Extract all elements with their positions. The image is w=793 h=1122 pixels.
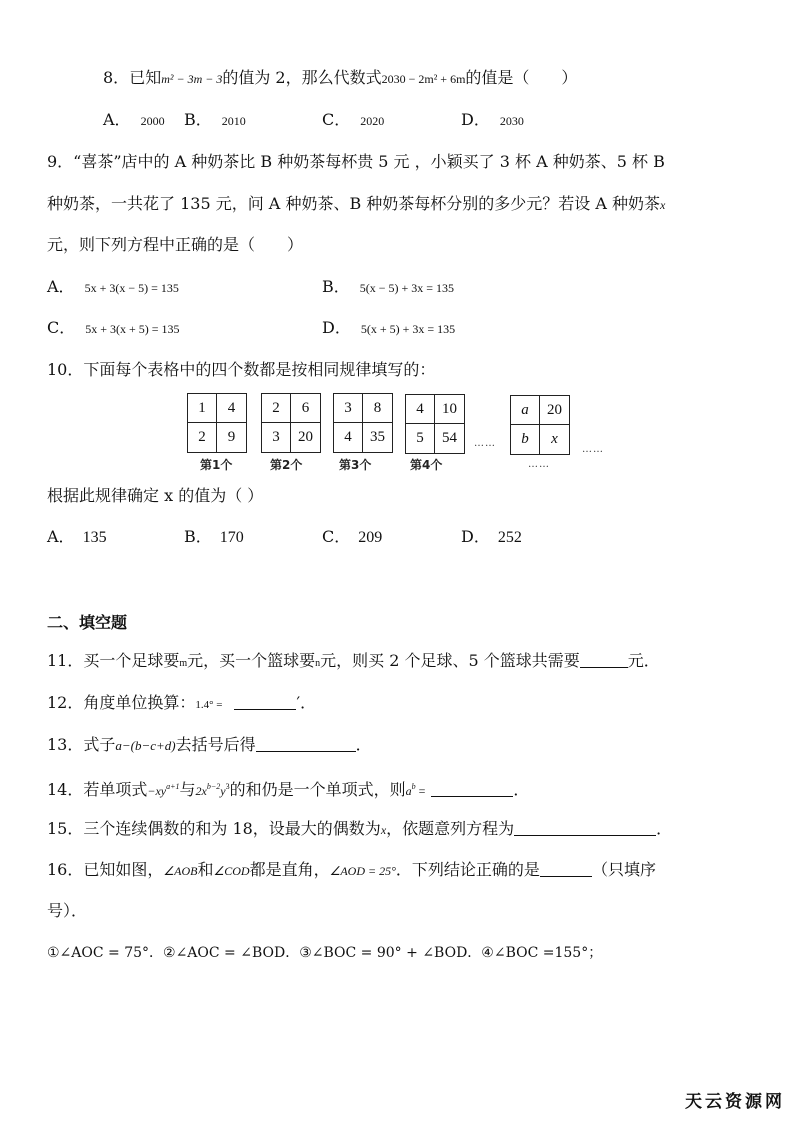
question-15 (47, 819, 672, 840)
math-expression: = (415, 784, 426, 798)
number-grid-3 (333, 393, 393, 453)
question-text: 都是直角， (249, 860, 330, 879)
grid-cell: x (551, 431, 558, 447)
math-expression: a (405, 784, 412, 798)
grid-cell: 2 (262, 394, 291, 423)
question-text: 与 (179, 780, 196, 799)
option-d[interactable] (461, 527, 522, 548)
option-label: B． (322, 277, 350, 296)
option-label: A． (47, 527, 75, 546)
answer-blank[interactable] (514, 819, 656, 836)
ellipsis: …… (474, 438, 496, 449)
grid-cell: 4 (217, 394, 246, 423)
watermark-logo: 天云资源网 (685, 1092, 785, 1112)
question-16-line-2: 号）． (47, 901, 88, 920)
math-exponent: a+1 (166, 782, 180, 791)
number-grid-4 (405, 394, 465, 454)
question-16-conclusions: ①∠AOC = 75°．②∠AOC = ∠BOD．③∠BOC = 90° + ∠BOD．④∠BOC =155°； (47, 945, 603, 961)
grid-label: 第2个 (270, 458, 303, 472)
grid-cell: 4 (406, 395, 435, 424)
question-text: ′． (296, 693, 317, 712)
option-label: D． (322, 318, 351, 337)
option-label: D． (461, 527, 490, 546)
grid-cell: 8 (363, 394, 392, 423)
ellipsis: …… (582, 444, 604, 455)
math-variable: x (660, 198, 666, 212)
question-12 (47, 693, 316, 715)
grid-cell: 4 (334, 423, 363, 452)
option-label: B． (184, 110, 212, 129)
option-label: D． (461, 110, 490, 129)
option-c[interactable] (322, 527, 382, 548)
option-value: 5x + 3(x + 5) = 135 (85, 322, 180, 336)
number-grid-n (510, 395, 570, 455)
math-exponent: b−2 (206, 782, 221, 791)
answer-blank[interactable] (540, 860, 592, 877)
option-label: A． (47, 277, 75, 296)
option-value: 5(x − 5) + 3x = 135 (359, 281, 455, 295)
grid-cell: 3 (262, 423, 291, 452)
number-grid-1 (187, 393, 247, 453)
question-text: 的值是（ ） (465, 68, 578, 87)
option-value: 252 (497, 529, 522, 546)
option-label: C． (322, 527, 351, 546)
question-text: ．下列结论正确的是 (395, 860, 540, 879)
question-text: 15．三个连续偶数的和为 18，设最大的偶数为 (47, 819, 381, 838)
math-expression: 1.4° = (195, 699, 223, 711)
grid-cell: 20 (540, 396, 569, 425)
option-b[interactable] (184, 527, 244, 548)
option-b[interactable] (184, 110, 246, 131)
question-text: 11．买一个足球要 (47, 651, 180, 670)
option-value: 5(x + 5) + 3x = 135 (360, 322, 456, 336)
question-text: 16．已知如图， (47, 860, 164, 879)
option-value: 2030 (499, 114, 524, 128)
question-9-line-1: 9．“喜茶”店中的 A 种奶茶比 B 种奶茶每杯贵 5 元 ，小颖买了 3 杯 A 种奶茶、5 杯 B (47, 152, 665, 171)
question-text: 元，买一个篮球要 (187, 651, 316, 670)
option-label: A． (103, 110, 131, 129)
question-number: 8． (103, 68, 130, 87)
option-label: C． (322, 110, 351, 129)
option-value: 2000 (140, 114, 165, 128)
option-label: C． (47, 318, 76, 337)
question-text: （只填序 (591, 860, 656, 879)
question-9-line-2 (47, 194, 665, 215)
question-text: ，依题意列方程为 (386, 819, 515, 838)
grid-cell: 9 (227, 429, 236, 445)
question-text: 去括号后得 (175, 735, 256, 754)
grid-label: …… (528, 459, 550, 470)
question-text: 和 (197, 860, 214, 879)
question-text: 已知 (129, 68, 162, 87)
grid-cell: 54 (442, 430, 457, 446)
option-a[interactable] (103, 110, 165, 131)
grid-cell: 5 (406, 424, 435, 453)
question-text: 的值为 2，那么代数式 (222, 68, 382, 87)
question-text: 14．若单项式 (47, 780, 148, 799)
grid-cell: 1 (188, 394, 217, 423)
question-13 (47, 735, 372, 756)
math-expression: ∠AOD = 25° (329, 864, 396, 878)
question-16 (47, 860, 656, 881)
grid-cell: 6 (291, 394, 320, 423)
question-9-line-3: 元，则下列方程中正确的是（ ） (47, 235, 304, 254)
option-value: 5x + 3(x − 5) = 135 (84, 281, 179, 295)
question-text: 13．式子 (47, 735, 116, 754)
grid-cell: 10 (435, 395, 464, 424)
math-expression: m² − 3m − 3 (161, 72, 223, 86)
grid-cell: 2 (188, 423, 217, 452)
grid-label: 第3个 (339, 458, 372, 472)
option-label: B． (184, 527, 212, 546)
option-value: 2010 (221, 114, 246, 128)
question-10: 10．下面每个表格中的四个数都是按相同规律填写的： (47, 360, 436, 379)
math-expression: −xy (147, 784, 167, 798)
question-11 (47, 651, 660, 674)
math-expression: a−(b−c+d) (115, 738, 176, 753)
option-value: 170 (219, 529, 244, 546)
question-text: ． (513, 780, 530, 799)
question-8 (103, 68, 577, 89)
option-d[interactable] (461, 110, 524, 131)
answer-blank[interactable] (580, 651, 628, 668)
math-variable: x (380, 823, 387, 837)
math-exponent: 3 (225, 782, 230, 791)
section-heading: 二、填空题 (47, 613, 128, 632)
number-grid-2 (261, 393, 321, 453)
answer-blank[interactable] (256, 735, 356, 752)
grid-cell: 3 (334, 394, 363, 423)
option-a[interactable] (47, 527, 107, 548)
math-expression: 2x (195, 784, 207, 798)
option-value: 2020 (360, 114, 385, 128)
question-text: ． (656, 819, 673, 838)
grid-label: 第4个 (410, 458, 443, 472)
option-a[interactable] (47, 277, 179, 298)
question-text: 的和仍是一个单项式，则 (229, 780, 406, 799)
grid-cell: b (511, 425, 540, 454)
math-exponent: b (411, 782, 416, 791)
grid-label: 第1个 (200, 458, 233, 472)
option-c[interactable] (47, 318, 180, 339)
question-text: 元，则买 2 个足球、5 个篮球共需要 (320, 651, 580, 670)
option-d[interactable] (322, 318, 455, 339)
question-text: 12．角度单位换算： (47, 693, 196, 712)
question-text: 元． (627, 651, 660, 670)
option-c[interactable] (322, 110, 384, 131)
math-expression: ∠COD (213, 864, 250, 878)
option-value: 209 (358, 529, 383, 546)
math-expression: y (220, 784, 226, 798)
answer-blank[interactable] (234, 693, 296, 710)
grid-cell: 35 (370, 429, 385, 445)
grid-cell: a (511, 396, 540, 425)
option-value: 135 (82, 529, 107, 546)
grid-cell: 20 (298, 429, 313, 445)
question-14 (47, 777, 529, 801)
math-variable: n (315, 658, 321, 669)
option-b[interactable] (322, 277, 454, 298)
question-text: 种奶茶，一共花了 135 元，问 A 种奶茶、B 种奶茶每杯分别的多少元？若设 A 种奶茶 (47, 194, 661, 213)
answer-blank[interactable] (431, 780, 513, 797)
math-expression: 2030 − 2m² + 6m (381, 72, 466, 86)
math-expression: ∠AOB (163, 864, 198, 878)
question-text: ． (355, 735, 372, 754)
math-variable: m (179, 658, 188, 669)
question-10-prompt: 根据此规律确定 x 的值为（ ） (47, 486, 264, 505)
